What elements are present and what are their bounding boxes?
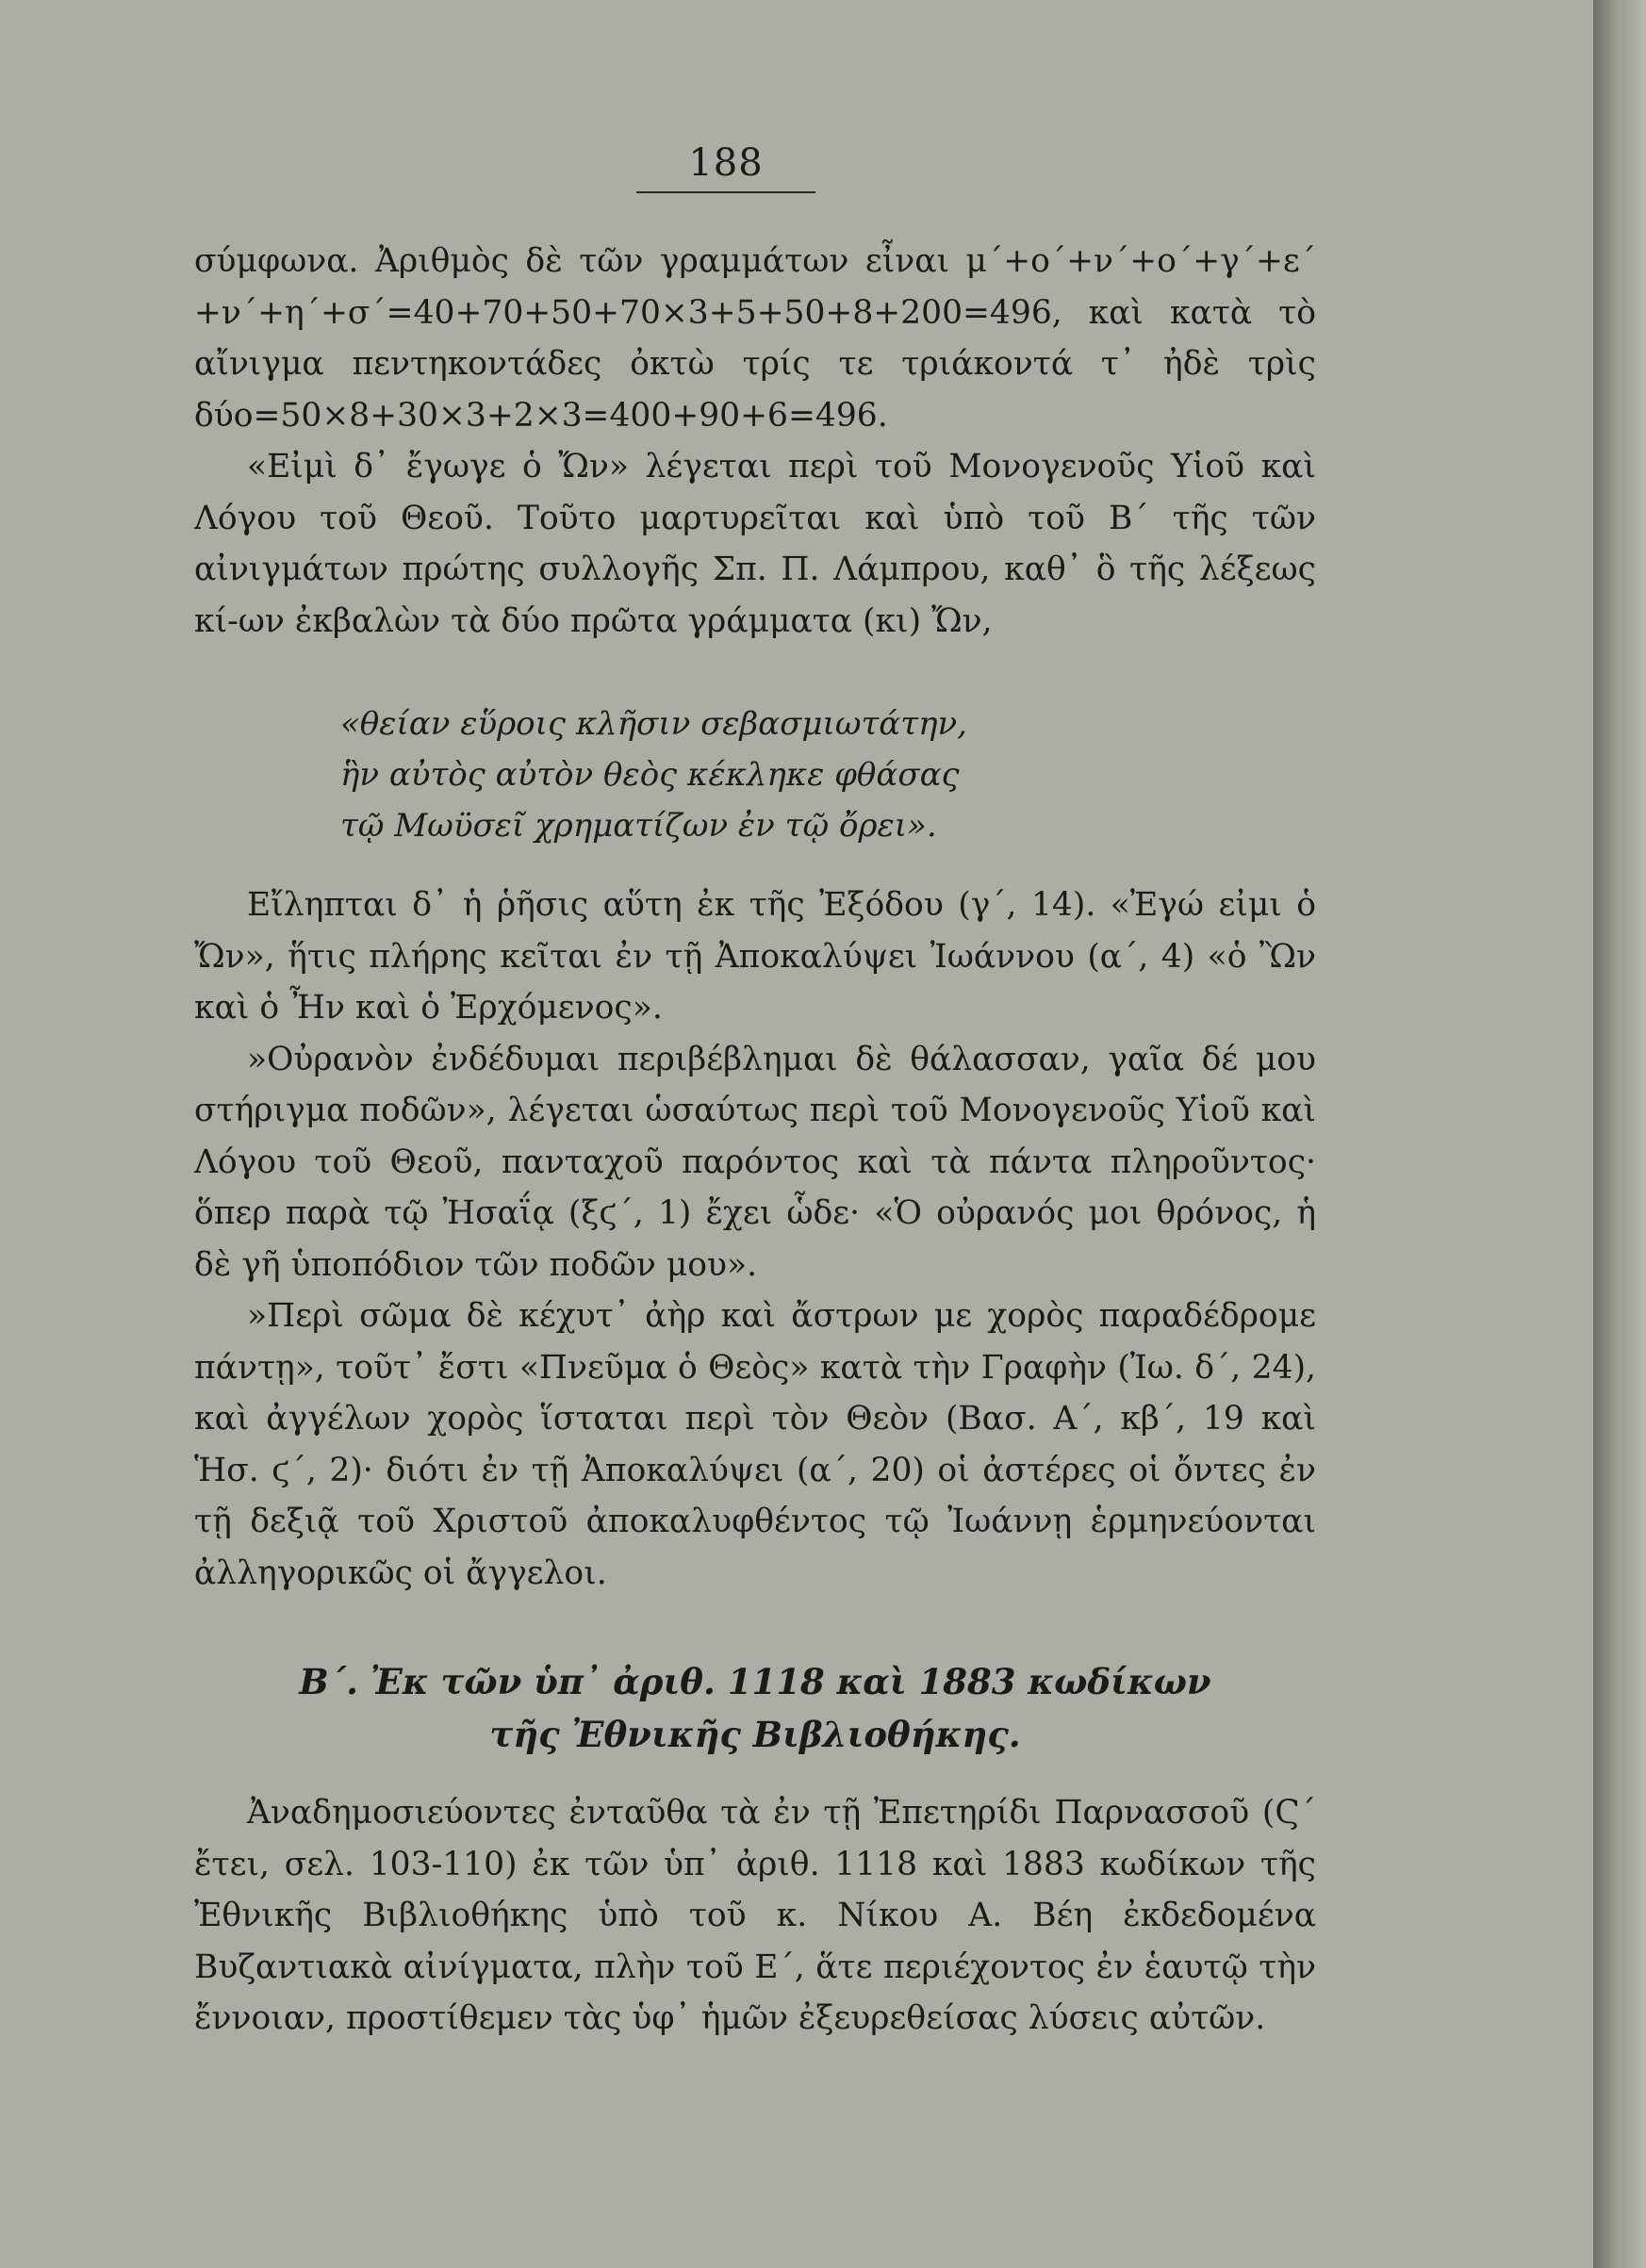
- section-heading-line: Β΄. Ἐκ τῶν ὑπ᾽ ἀριθ. 1118 καὶ 1883 κωδίκων: [299, 1661, 1211, 1702]
- paragraph-2: «Εἰμὶ δ᾽ ἔγωγε ὁ Ὤν» λέγεται περὶ τοῦ Μονογενοῦς Υἱοῦ καὶ Λόγου τοῦ Θεοῦ. Τοῦτο μαρτυρεῖται καὶ ὑπὸ τοῦ Β΄ τῆς τῶν αἰνιγμάτων πρώτης συλλογῆς Σπ. Π. Λάμπρου, καθ᾽ ὃ τῆς λέξεως κί-ων ἐκβαλὼν τὰ δύο πρῶτα γράμματα (κι) Ὤν,: [194, 448, 1316, 640]
- section-heading: [194, 1655, 1316, 1761]
- page-edge: [1593, 0, 1646, 2268]
- paragraph-5: »Περὶ σῶμα δὲ κέχυτ᾽ ἀὴρ καὶ ἄστρων με χορὸς παραδέδρομε πάντῃ», τοῦτ᾽ ἔστι «Πνεῦμα ὁ Θεὸς» κατὰ τὴν Γραφὴν (Ἰω. δ΄, 24), καὶ ἀγγέλων χορὸς ἵσταται περὶ τὸν Θεὸν (Βασ. Α΄, κβ΄, 19 καὶ Ἡσ. ϛ΄, 2)· διότι ἐν τῇ Ἀποκαλύψει (α΄, 20) οἱ ἀστέρες οἱ ὄντες ἐν τῇ δεξιᾷ τοῦ Χριστοῦ ἀποκαλυφθέντος τῷ Ἰωάννῃ ἑρμηνεύονται ἀλληγορικῶς οἱ ἄγγελοι.: [194, 1297, 1316, 1592]
- poem-line: «θείαν εὕροις κλῆσιν σεβασμιωτάτην,: [340, 705, 967, 743]
- section-heading-line: τῆς Ἐθνικῆς Βιβλιοθήκης.: [489, 1714, 1021, 1755]
- paragraph-3: Εἴληπται δ᾽ ἡ ῥῆσις αὕτη ἐκ τῆς Ἐξόδου (γ΄, 14). «Ἐγώ εἰμι ὁ Ὤν», ἥτις πλήρης κεῖται ἐν τῇ Ἀποκαλύψει Ἰωάννου (α΄, 4) «ὁ Ὢν καὶ ὁ Ἦν καὶ ὁ Ἐρχόμενος».: [194, 886, 1316, 1027]
- poem-line: τῷ Μωϋσεῖ χρηματίζων ἐν τῷ ὄρει».: [340, 807, 937, 845]
- page-number: 188: [688, 141, 764, 185]
- page-number-rule: [636, 191, 815, 193]
- paragraph-1: σύμφωνα. Ἀριθμὸς δὲ τῶν γραμμάτων εἶναι μ΄+ο΄+ν΄+ο΄+γ΄+ε΄ +ν΄+η΄+σ΄=40+70+50+70×3+5+50+8+200=496, καὶ κατὰ τὸ αἴνιγμα πεντηκοντάδες ὀκτὼ τρίς τε τριάκοντά τ᾽ ἠδὲ τρὶς δύο=50×8+30×3+2×3=400+90+6=496.: [194, 242, 1316, 435]
- poem-quote: [194, 698, 1316, 851]
- poem-line: ἣν αὐτὸς αὐτὸν θεὸς κέκληκε φθάσας: [340, 756, 960, 794]
- paragraph-6: Ἀναδημοσιεύοντες ἐνταῦθα τὰ ἐν τῇ Ἐπετηρίδι Παρνασσοῦ (Ϛ΄ ἔτει, σελ. 103-110) ἐκ τῶν ὑπ᾽ ἀριθ. 1118 καὶ 1883 κωδίκων τῆς Ἐθνικῆς Βιβλιοθήκης ὑπὸ τοῦ κ. Νίκου Α. Βέη ἐκδεδομένα Βυζαντιακὰ αἰνίγματα, πλὴν τοῦ Ε΄, ἅτε περιέχοντος ἐν ἑαυτῷ τὴν ἔννοιαν, προστίθεμεν τὰς ὑφ᾽ ἡμῶν ἐξευρεθείσας λύσεις αὐτῶν.: [194, 1794, 1316, 2037]
- paragraph-4: »Οὐρανὸν ἐνδέδυμαι περιβέβλημαι δὲ θάλασσαν, γαῖα δέ μου στήριγμα ποδῶν», λέγεται ὡσαύτως περὶ τοῦ Μονογενοῦς Υἱοῦ καὶ Λόγου τοῦ Θεοῦ, πανταχοῦ παρόντος καὶ τὰ πάντα πληροῦντος· ὅπερ παρὰ τῷ Ἠσαΐᾳ (ξϛ΄, 1) ἔχει ὧδε· «Ὁ οὐρανός μοι θρόνος, ἡ δὲ γῆ ὑποπόδιον τῶν ποδῶν μου».: [194, 1040, 1316, 1284]
- body-text: [194, 236, 1316, 2045]
